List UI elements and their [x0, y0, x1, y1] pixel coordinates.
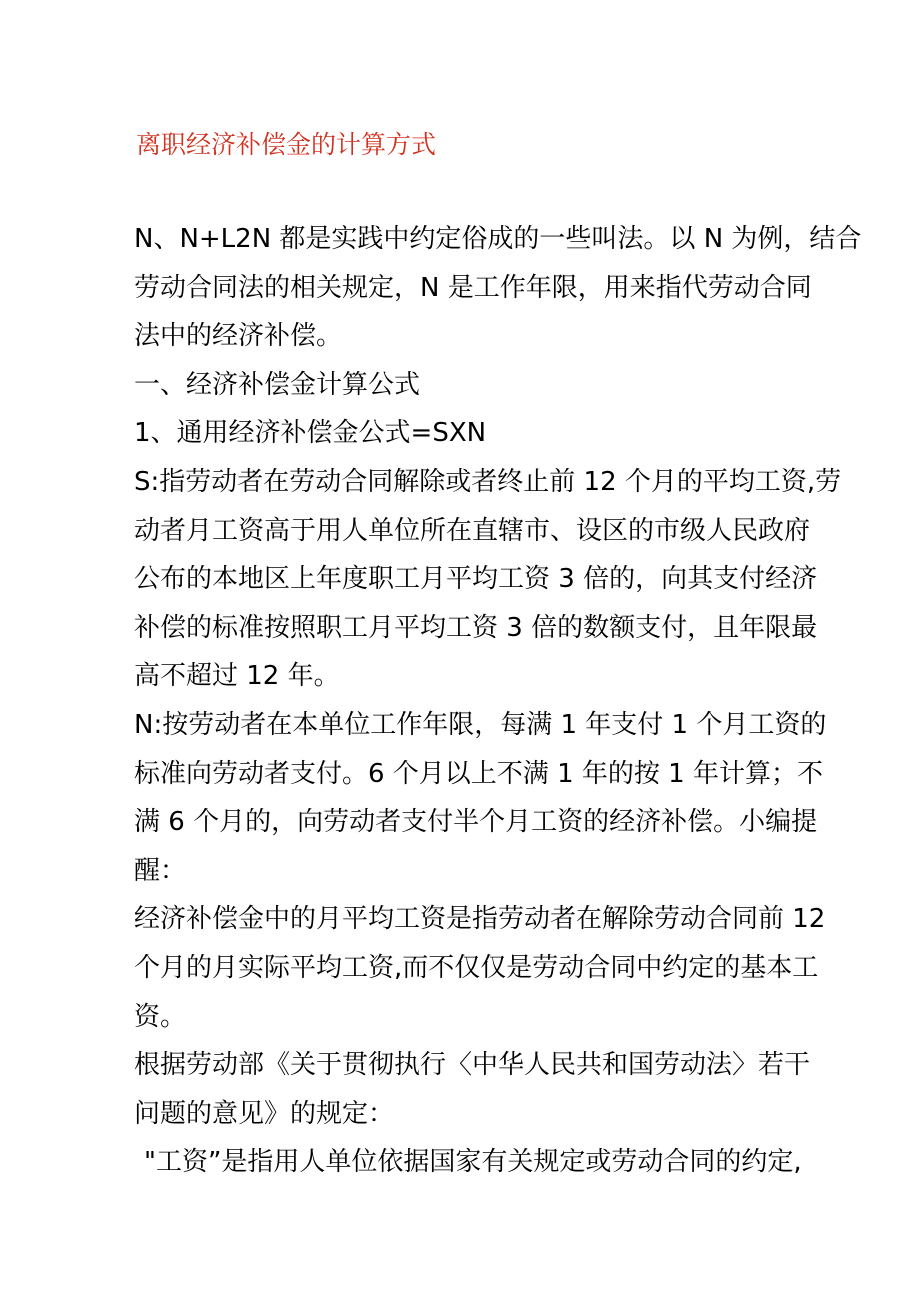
body-line: 补偿的标准按照职工月平均工资 3 倍的数额支付，且年限最	[134, 612, 818, 643]
body-line: 根据劳动部《关于贯彻执行〈中华人民共和国劳动法〉若干	[134, 1050, 811, 1081]
document-body	[134, 215, 862, 1187]
formula-line: 1、通用经济补偿金公式=SXN	[134, 418, 487, 449]
body-line: 资。	[134, 1001, 187, 1032]
body-line: 法中的经济补偿。	[134, 321, 343, 352]
body-line: 经济补偿金中的月平均工资是指劳动者在解除劳动合同前 12	[134, 904, 826, 935]
body-line: 满 6 个月的，向劳动者支付半个月工资的经济补偿。小编提	[134, 807, 818, 838]
body-line: 个月的月实际平均工资,而不仅仅是劳动合同中约定的基本工	[134, 952, 819, 983]
body-line: 标准向劳动者支付。6 个月以上不满 1 年的按 1 年计算；不	[134, 758, 823, 789]
body-line: 醒：	[134, 855, 187, 886]
body-line: 动者月工资高于用人单位所在直辖市、设区的市级人民政府	[134, 515, 811, 546]
body-line: 劳动合同法的相关规定，N 是工作年限，用来指代劳动合同	[134, 272, 812, 303]
body-line: "工资”是指用人单位依据国家有关规定或劳动合同的约定,	[144, 1147, 802, 1178]
section-heading: 一、经济补偿金计算公式	[134, 369, 421, 400]
body-line: N:按劳动者在本单位工作年限，每满 1 年支付 1 个月工资的	[134, 709, 827, 740]
body-line: 高不超过 12 年。	[134, 661, 340, 692]
body-line: 公布的本地区上年度职工月平均工资 3 倍的，向其支付经济	[134, 564, 818, 595]
body-line: 问题的意见》的规定：	[134, 1098, 395, 1129]
body-line: S:指劳动者在劳动合同解除或者终止前 12 个月的平均工资,劳	[134, 466, 842, 497]
body-line: N、N+L2N 都是实践中约定俗成的一些叫法。以 N 为例，结合	[134, 224, 862, 254]
document-title: 离职经济补偿金的计算方式	[136, 130, 437, 159]
